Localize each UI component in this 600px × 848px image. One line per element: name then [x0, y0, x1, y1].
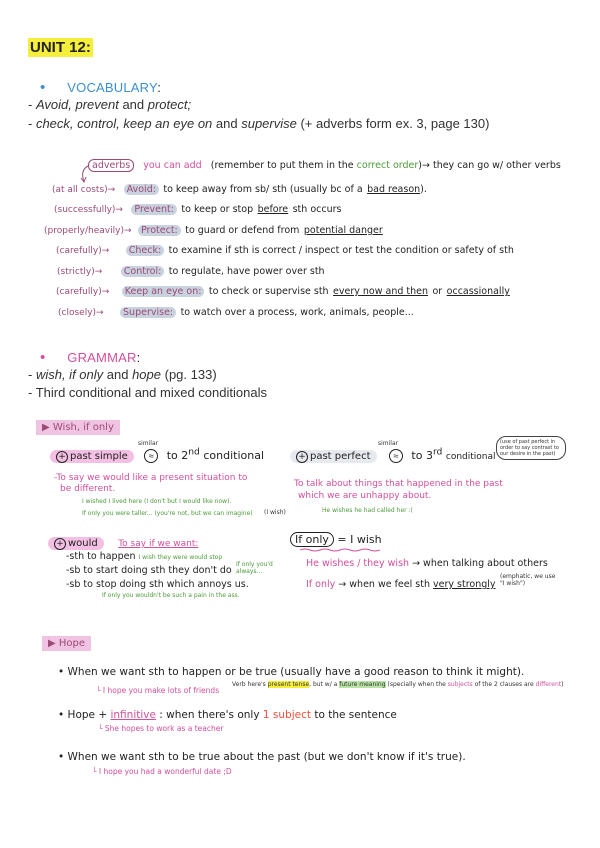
past-simple-pill: [50, 450, 134, 463]
past-simple-row: [50, 446, 264, 464]
adverbs-note-b: )→ they can go w/ other verbs: [418, 160, 561, 171]
vocabulary-line-2: [28, 116, 489, 131]
adverbs-note-pink: you can add: [143, 160, 202, 171]
note-subjects: subjects: [447, 681, 473, 688]
verb-row-control: [57, 261, 325, 279]
verb-definition: to regulate, have power over sth: [168, 266, 325, 277]
to-3rd: to 3: [411, 449, 433, 462]
adverbs-note: [88, 160, 561, 171]
grammar-line-2: - Third conditional and mixed conditionals: [28, 385, 267, 400]
verb-row-avoid: [52, 179, 427, 197]
hope-bullet-3-example: └ I hope you had a wonderful date ;D: [92, 767, 232, 776]
left-example-1: I wished I lived here (I don't but I would like now).: [82, 498, 232, 505]
left-desc-1: -To say we would like a present situation to: [54, 473, 248, 483]
adverbs-tag: adverbs: [88, 159, 134, 172]
verb-label: Supervise:: [120, 307, 176, 318]
hope-bullet-1-text: When we want sth to happen or be true (usually have a good reason to think it might).: [67, 666, 525, 678]
nd: nd: [188, 446, 200, 458]
verb-definition: to examine if sth is correct / inspect or test the condition or safety of sth: [168, 245, 514, 256]
bullet-dot: •: [58, 751, 65, 763]
note-c: (specially when the: [387, 681, 446, 688]
past-perfect-side-note: (use of past perfect in order to say contrast to our desire in the past): [496, 436, 566, 460]
right-item-2: [306, 579, 496, 590]
approx-icon: ≈: [389, 449, 403, 463]
verb-definition: to keep or stop: [181, 204, 254, 215]
rd: rd: [432, 446, 443, 458]
play-icon: ▶: [48, 638, 56, 649]
right-desc-2: which we are unhappy about.: [298, 491, 432, 501]
note-b: , but w/ a: [309, 681, 338, 688]
note-different: different: [535, 681, 562, 688]
adverb-label: (successfully)→: [54, 205, 123, 215]
adverb-label: (strictly)→: [57, 267, 103, 277]
plus-icon: +: [296, 451, 308, 463]
vocab-terms-c: check, control, keep an eye on: [35, 116, 213, 131]
verb-definition-or: or: [432, 286, 443, 297]
and-word: and: [212, 116, 242, 131]
hope-tag-label: Hope: [58, 638, 86, 649]
grammar-line-1: [28, 367, 217, 382]
page-title: UNIT 12:: [30, 39, 91, 56]
verb-definition-underlined-2: occassionally: [446, 286, 510, 297]
verb-label: Keep an eye on:: [122, 286, 205, 297]
would-item-1: [66, 551, 222, 562]
verb-row-keep-an-eye-on: [56, 281, 510, 299]
verb-definition-underlined: every now and then: [333, 286, 429, 297]
if-only-row: [290, 533, 382, 546]
approx-icon: ≈: [144, 449, 158, 463]
hope-bullet-1: [58, 666, 524, 678]
plus-icon: +: [56, 451, 68, 463]
hope-bullet-2-b: : when there's only: [159, 709, 260, 721]
verb-definition-underlined: bad reason: [367, 184, 421, 195]
verb-label: Protect:: [138, 225, 181, 236]
dash: -: [28, 116, 36, 131]
and-word: and: [103, 367, 133, 382]
would-item-3: -sb to stop doing sth which annoys us.: [66, 579, 249, 590]
hope-bullet-2-infinitive: infinitive: [110, 709, 156, 721]
right-item-1: [306, 558, 548, 569]
note-present: present tense: [267, 681, 310, 688]
note-future: future meaning: [339, 681, 386, 688]
adverb-label: (carefully)→: [56, 246, 110, 256]
verb-definition: to guard or defend from: [185, 225, 300, 236]
right-item-2-underlined: very strongly: [433, 579, 496, 590]
hope-bullet-2-subject: 1 subject: [262, 709, 311, 721]
hope-bullet-3: [58, 751, 466, 763]
verb-definition: to keep away from sb/ sth (usually bc of a: [163, 184, 363, 195]
vocab-terms-a: Avoid, prevent: [35, 97, 119, 112]
left-example-2-note: (I wish): [264, 509, 286, 516]
right-example: He wishes he had called her :(: [322, 507, 413, 514]
past-perfect-label: past perfect: [310, 451, 371, 462]
would-item-1-text: -sth to happen: [66, 551, 136, 562]
verb-row-check: [56, 240, 514, 258]
vocabulary-heading: [40, 79, 161, 96]
wish-tag: [36, 420, 120, 435]
hope-bullet-1-example: └ I hope you make lots of friends: [96, 686, 220, 695]
vocab-terms-d: supervise: [241, 116, 297, 131]
would-item-1-note: I wish they were would stop: [138, 554, 223, 561]
grammar-terms-b: hope: [132, 367, 161, 382]
grammar-heading: [40, 349, 140, 366]
vocabulary-colon: :: [157, 80, 161, 95]
would-label: would: [68, 538, 98, 549]
similar-left: similar: [138, 440, 159, 447]
vocabulary-heading-text: VOCABULARY: [67, 80, 158, 95]
vocab-terms-b: protect;: [147, 97, 192, 112]
right-item-1-text: → when talking about others: [412, 558, 548, 569]
to-say-label: To say if we want:: [118, 539, 199, 549]
adverbs-note-a: (remember to put them in the: [210, 160, 354, 171]
plus-icon: +: [54, 538, 66, 550]
hope-bullet-1-example-row: [96, 680, 219, 698]
verb-row-prevent: [54, 199, 341, 217]
would-row: [48, 533, 198, 551]
verb-definition-end: ).: [420, 184, 427, 195]
hope-bullet-2-c: to the sentence: [314, 709, 397, 721]
left-example-2: If only you were taller... (you're not, but we can imagine): [82, 510, 253, 517]
verb-label: Control:: [121, 266, 165, 277]
verb-label: Check:: [126, 245, 164, 256]
verb-definition-underlined: before: [257, 204, 289, 215]
adverbs-note-green: correct order: [356, 160, 419, 171]
bullet-dot: •: [58, 666, 65, 678]
right-item-2-text: → when we feel sth: [338, 579, 430, 590]
grammar-colon: :: [136, 350, 141, 365]
would-item-2-note: If only you'd always...: [236, 561, 273, 575]
verb-label: Prevent:: [131, 204, 177, 215]
right-item-2-subject: If only: [306, 579, 336, 590]
verb-row-supervise: [58, 302, 414, 320]
wish-tag-label: Wish, if only: [52, 422, 114, 433]
past-perfect-row: [290, 446, 496, 464]
to-2nd-conditional: [166, 446, 265, 462]
past-perfect-pill: [290, 450, 377, 463]
play-icon: ▶: [42, 422, 50, 433]
dash: -: [28, 97, 36, 112]
would-item-2-text: -sb to start doing sth they don't do: [66, 565, 232, 576]
vocabulary-line-1: [28, 97, 191, 112]
hope-bullet-2-a: Hope +: [67, 709, 108, 721]
would-item-2: [66, 565, 232, 576]
similar-right: similar: [378, 440, 399, 447]
wavy-underline: [300, 548, 380, 552]
verb-definition: to watch over a process, work, animals, people...: [180, 307, 414, 318]
to-3rd-conditional: [411, 446, 496, 462]
would-pill: [48, 537, 104, 550]
hope-bullet-3-text: When we want sth to be true about the past (but we don't know if it's true).: [67, 751, 466, 763]
left-desc-2: be different.: [60, 484, 116, 494]
note-a: Verb here's: [232, 681, 266, 688]
dash: -: [28, 367, 36, 382]
verb-row-protect: [44, 220, 383, 238]
grammar-bullet: •: [40, 349, 46, 366]
right-desc-1: To talk about things that happened in the past: [294, 479, 503, 489]
note-e: ): [561, 681, 564, 688]
hope-bullet-2: [58, 709, 397, 721]
adverb-label: (properly/heavily)→: [44, 226, 132, 236]
past-simple-label: past simple: [70, 451, 128, 462]
adverb-label: (closely)→: [58, 308, 104, 318]
verb-definition-end: sth occurs: [292, 204, 342, 215]
would-item-3-example: If only you wouldn't be such a pain in the ass.: [102, 592, 240, 599]
bullet-dot: •: [58, 709, 65, 721]
hope-tag: [42, 636, 91, 651]
right-item-1-subject: He wishes / they wish: [306, 558, 410, 569]
and-word: and: [118, 97, 148, 112]
adverb-label: (at all costs)→: [52, 185, 116, 195]
verb-definition-underlined: potential danger: [303, 225, 383, 236]
verb-definition: to check or supervise sth: [208, 286, 329, 297]
to-2nd: to 2: [166, 449, 189, 462]
grammar-heading-text: GRAMMAR: [67, 350, 137, 365]
note-d: of the 2 clauses are: [474, 681, 534, 688]
conditional: conditional: [445, 452, 496, 462]
grammar-terms-a: wish, if only: [35, 367, 104, 382]
verb-label: Avoid:: [124, 184, 159, 195]
vocab-reference: (+ adverbs form ex. 3, page 130): [296, 116, 490, 131]
right-item-2-note: (emphatic, we use "I wish"): [500, 573, 556, 587]
grammar-reference: (pg. 133): [161, 367, 217, 382]
equals-i-wish: = I wish: [333, 533, 382, 546]
hope-bullet-1-note: [232, 681, 563, 688]
hope-bullet-2-example: └ She hopes to work as a teacher: [98, 724, 224, 733]
if-only-label: If only: [290, 532, 334, 547]
adverb-label: (carefully)→: [56, 287, 110, 297]
vocabulary-bullet: •: [40, 79, 46, 96]
conditional: conditional: [203, 449, 265, 462]
